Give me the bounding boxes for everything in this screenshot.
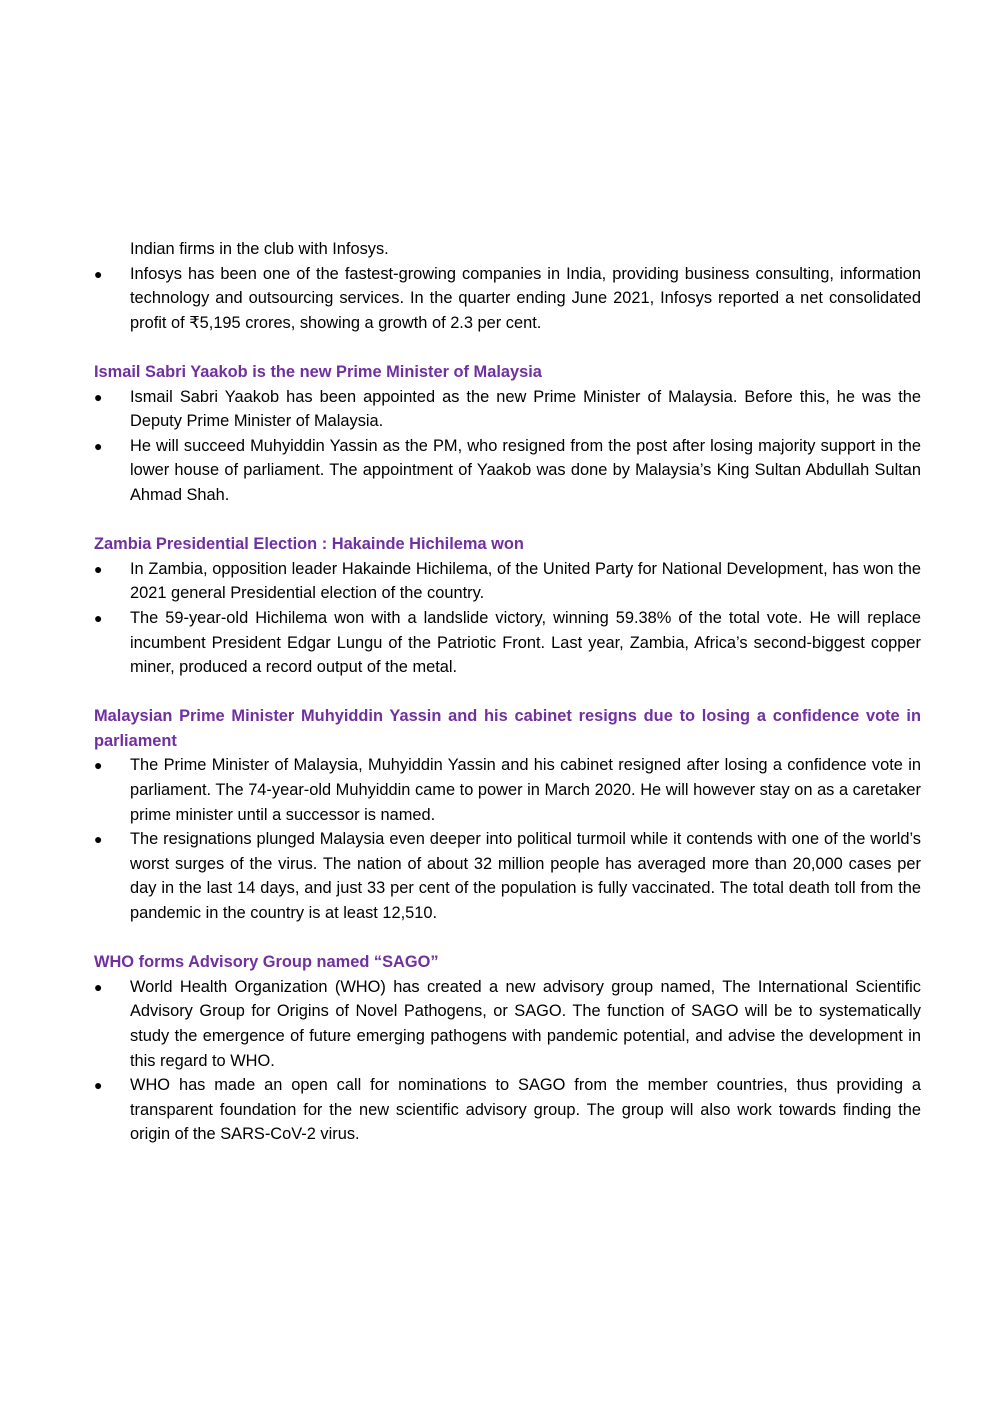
list-item-text: Ismail Sabri Yaakob has been appointed as the new Prime Minister of Malaysia. Before this, he was the Deputy Prime Minister of Malaysia.	[130, 387, 921, 431]
section-malaysia-cabinet	[94, 704, 921, 925]
list-item	[94, 753, 921, 827]
list-item	[94, 975, 921, 1073]
bullet-icon: ●	[94, 437, 103, 454]
bullet-list	[94, 557, 921, 680]
list-item-text: The resignations plunged Malaysia even deeper into political turmoil while it contends with one of the world’s worst surges of the virus. The nation of about 32 million people has averaged more than 20,000 cases per day in the last 14 days, and just 33 per cent of the population is fully vaccinated. The total death toll from the pandemic in the country is at least 12,510.	[130, 830, 921, 923]
list-item-text: The 59-year-old Hichilema won with a landslide victory, winning 59.38% of the total vote. He will replace incumbent President Edgar Lungu of the Patriotic Front. Last year, Zambia, Africa’s second-biggest copper miner, produced a record output of the metal.	[130, 608, 921, 677]
bullet-list	[94, 753, 921, 925]
section-who-sago	[94, 950, 921, 1147]
section-heading: Zambia Presidential Election : Hakainde Hichilema won	[94, 535, 524, 554]
bullet-icon: ●	[94, 388, 103, 405]
section-malaysia-pm	[94, 360, 921, 508]
bullet-icon: ●	[94, 609, 103, 626]
continuation-text: Indian firms in the club with Infosys.	[130, 240, 389, 258]
bullet-list	[94, 262, 921, 336]
list-item	[94, 385, 921, 434]
document-page	[94, 237, 921, 1147]
bullet-icon: ●	[94, 560, 103, 577]
bullet-icon: ●	[94, 831, 103, 848]
section-zambia-election	[94, 532, 921, 680]
section-heading: WHO forms Advisory Group named “SAGO”	[94, 953, 439, 972]
list-item-text: WHO has made an open call for nominations to SAGO from the member countries, thus providing a transparent foundation for the new scientific advisory group. The group will also work towards finding the origin of the SARS-CoV-2 virus.	[130, 1076, 921, 1144]
list-item	[94, 606, 921, 680]
bullet-list	[94, 975, 921, 1147]
list-item-text: Infosys has been one of the fastest-growing companies in India, providing business consulting, information technology and outsourcing services. In the quarter ending June 2021, Infosys reported a net consolidated profit of ₹5,195 crores, showing a growth of 2.3 per cent.	[130, 264, 921, 332]
bullet-icon: ●	[94, 1077, 103, 1094]
bullet-list	[94, 385, 921, 508]
list-item-text: The Prime Minister of Malaysia, Muhyiddin Yassin and his cabinet resigned after losing a confidence vote in parliament. The 74-year-old Muhyiddin came to power in March 2020. He will however stay on as a caretaker prime minister until a successor is named.	[130, 756, 921, 824]
list-item-text: In Zambia, opposition leader Hakainde Hichilema, of the United Party for National Development, has won the 2021 general Presidential election of the country.	[130, 559, 921, 603]
section-heading: Ismail Sabri Yaakob is the new Prime Minister of Malaysia	[94, 362, 542, 381]
list-item	[94, 827, 921, 925]
bullet-icon: ●	[94, 757, 103, 774]
list-item	[94, 262, 921, 336]
bullet-icon: ●	[94, 265, 103, 282]
list-item	[94, 434, 921, 508]
list-item-text: World Health Organization (WHO) has created a new advisory group named, The International Scientific Advisory Group for Origins of Novel Pathogens, or SAGO. The function of SAGO will be to systematically study the emergence of future emerging pathogens with pandemic potential, and advise the development in this regard to WHO.	[130, 977, 921, 1070]
list-item	[94, 557, 921, 606]
bullet-icon: ●	[94, 978, 103, 995]
section-heading: Malaysian Prime Minister Muhyiddin Yassin and his cabinet resigns due to losing a confidence vote in parliament	[94, 707, 921, 750]
list-item-text: He will succeed Muhyiddin Yassin as the PM, who resigned from the post after losing majority support in the lower house of parliament. The appointment of Yaakob was done by Malaysia’s King Sultan Abdullah Sultan Ahmad Shah.	[130, 436, 921, 504]
list-item	[94, 1073, 921, 1147]
section-infosys	[94, 262, 921, 336]
